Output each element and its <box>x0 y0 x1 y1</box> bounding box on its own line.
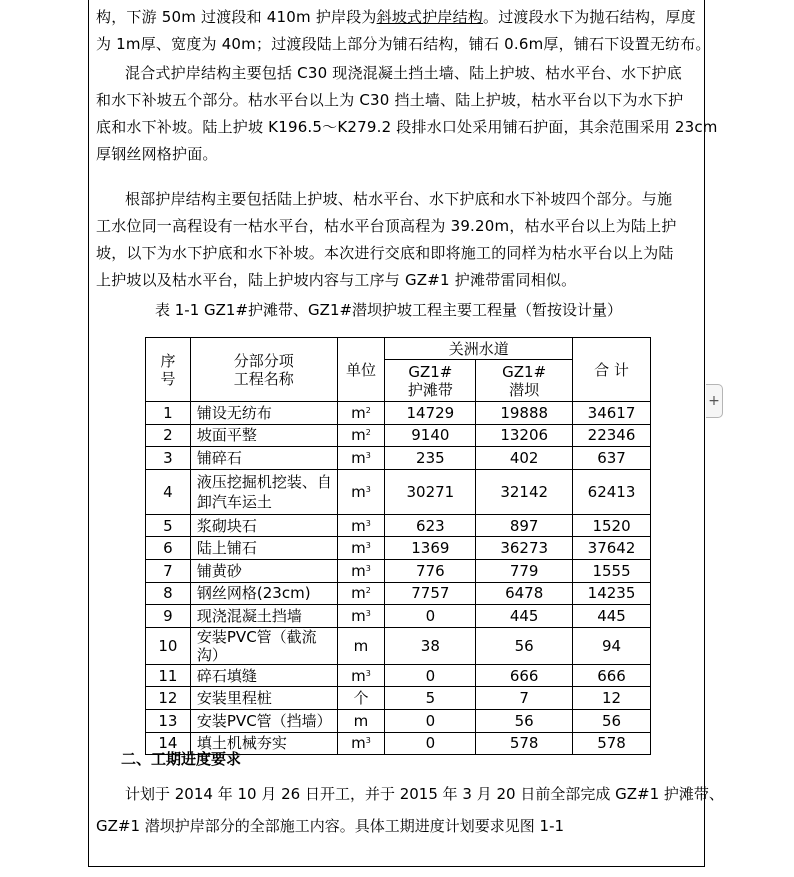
cell-total: 62413 <box>573 469 651 514</box>
cell-seq: 3 <box>146 447 191 470</box>
unit-text: m <box>351 482 366 501</box>
text-span: 构，下游 50m 过渡段和 410m 护岸段为 <box>96 8 377 26</box>
text-line: 根部护岸结构主要包括陆上护坡、枯水平台、水下护底和水下补坡四个部分。与施 <box>125 190 673 208</box>
unit-text: m <box>351 734 366 753</box>
cell-col-b: 6478 <box>476 582 573 605</box>
text-line: 工水位同一高程设有一枯水平台，枯水平台顶高程为 39.20m，枯水平台以上为陆上护 <box>96 217 677 235</box>
paragraph-transition-section <box>96 4 711 58</box>
unit-text: m <box>351 561 366 580</box>
cell-total: 22346 <box>573 424 651 447</box>
text-line: 坡，以下为水下护底和水下补坡。本次进行交底和即将施工的同样为枯水平台以上为陆 <box>96 244 674 262</box>
cell-unit <box>337 537 385 560</box>
text-line: 计划于 2014 年 10 月 26 日开工，并于 2015 年 3 月 20 日前全部完成 GZ#1 护滩带、 <box>125 785 724 803</box>
cell-unit <box>337 469 385 514</box>
header-text: 号 <box>160 369 176 388</box>
text-line: 混合式护岸结构主要包括 C30 现浇混凝土挡土墙、陆上护坡、枯水平台、水下护底 <box>125 64 682 82</box>
cell-name: 现浇混凝土挡墙 <box>190 605 337 628</box>
cell-seq: 9 <box>146 605 191 628</box>
cell-col-b: 36273 <box>476 537 573 560</box>
cell-seq: 2 <box>146 424 191 447</box>
cell-seq: 12 <box>146 687 191 710</box>
text-line <box>96 4 698 31</box>
header-unit: 单位 <box>337 338 385 402</box>
quantities-table <box>145 337 651 755</box>
unit-text: m <box>351 584 366 603</box>
paragraph-mixed-revetment <box>96 60 718 168</box>
unit-exponent: 3 <box>365 518 371 528</box>
cell-col-a: 30271 <box>385 469 476 514</box>
cell-col-b: 32142 <box>476 469 573 514</box>
table-row <box>146 559 651 582</box>
cell-name: 安装PVC管（截流沟） <box>190 627 337 664</box>
cell-name: 铺碎石 <box>190 447 337 470</box>
cell-unit <box>337 627 385 664</box>
table-row <box>146 469 651 514</box>
cell-col-b: 779 <box>476 559 573 582</box>
unit-exponent: 2 <box>365 405 371 415</box>
cell-name: 液压挖掘机挖装、自卸汽车运土 <box>190 469 337 514</box>
cell-col-a: 1369 <box>385 537 476 560</box>
cell-total: 37642 <box>573 537 651 560</box>
text-line: 上护坡以及枯水平台，陆上护坡内容与工序与 GZ#1 护滩带雷同相似。 <box>96 271 577 289</box>
cell-col-a: 38 <box>385 627 476 664</box>
unit-exponent: 3 <box>365 736 371 746</box>
cell-col-b: 445 <box>476 605 573 628</box>
cell-col-a: 0 <box>385 605 476 628</box>
cell-col-a: 9140 <box>385 424 476 447</box>
cell-name: 钢丝网格(23cm) <box>190 582 337 605</box>
cell-col-a: 623 <box>385 514 476 537</box>
unit-exponent: 3 <box>365 484 371 494</box>
table-row <box>146 514 651 537</box>
plus-icon: + <box>708 393 720 409</box>
paragraph-schedule <box>96 778 724 842</box>
header-col-b <box>476 360 573 402</box>
text-line: 和水下补坡五个部分。枯水平台以上为 C30 挡土墙、陆上护坡，枯水平台以下为水下护 <box>96 91 684 109</box>
unit-exponent: 3 <box>365 450 371 460</box>
cell-col-a: 776 <box>385 559 476 582</box>
header-text: GZ1# <box>502 362 547 381</box>
cell-name: 坡面平整 <box>190 424 337 447</box>
expand-button[interactable] <box>706 384 723 418</box>
table-row <box>146 605 651 628</box>
unit-text: m <box>351 403 366 422</box>
cell-seq: 14 <box>146 732 191 755</box>
cell-name: 填土机械夯实 <box>190 732 337 755</box>
cell-total: 34617 <box>573 402 651 425</box>
cell-seq: 7 <box>146 559 191 582</box>
cell-unit <box>337 559 385 582</box>
cell-col-b: 578 <box>476 732 573 755</box>
table-row <box>146 709 651 732</box>
cell-col-a: 0 <box>385 732 476 755</box>
cell-unit <box>337 424 385 447</box>
table-row <box>146 582 651 605</box>
header-text: 护滩带 <box>407 380 453 399</box>
cell-unit <box>337 664 385 687</box>
unit-text: m <box>351 516 366 535</box>
cell-total: 14235 <box>573 582 651 605</box>
cell-unit <box>337 709 385 732</box>
cell-col-a: 0 <box>385 664 476 687</box>
text-line: 底和水下补坡。陆上护坡 K196.5～K279.2 段排水口处采用铺石护面，其余范围采用 23cm <box>96 118 718 136</box>
unit-text: m <box>351 539 366 558</box>
cell-col-b: 19888 <box>476 402 573 425</box>
header-col-a <box>385 360 476 402</box>
cell-total: 56 <box>573 709 651 732</box>
cell-col-b: 897 <box>476 514 573 537</box>
cell-seq: 6 <box>146 537 191 560</box>
cell-name: 浆砌块石 <box>190 514 337 537</box>
cell-unit <box>337 514 385 537</box>
cell-col-b: 666 <box>476 664 573 687</box>
unit-exponent: 3 <box>365 541 371 551</box>
cell-total: 637 <box>573 447 651 470</box>
underlined-text: 斜坡式护岸结构 <box>376 8 484 26</box>
table-row <box>146 664 651 687</box>
unit-text: m <box>351 448 366 467</box>
cell-col-b: 402 <box>476 447 573 470</box>
cell-name: 安装PVC管（挡墙） <box>190 709 337 732</box>
cell-seq: 4 <box>146 469 191 514</box>
header-text: GZ1# <box>408 362 453 381</box>
unit-exponent: 3 <box>365 608 371 618</box>
unit-exponent: 3 <box>365 668 371 678</box>
unit-text: m <box>351 606 366 625</box>
cell-name: 陆上铺石 <box>190 537 337 560</box>
cell-total: 1520 <box>573 514 651 537</box>
cell-total: 445 <box>573 605 651 628</box>
cell-col-b: 56 <box>476 709 573 732</box>
header-text: 工程名称 <box>233 369 294 388</box>
text-line: 为 1m厚、宽度为 40m；过渡段陆上部分为铺石结构，铺石 0.6m厚，铺石下设置无纺布。 <box>96 35 711 53</box>
cell-name: 铺黄砂 <box>190 559 337 582</box>
table-row <box>146 537 651 560</box>
table-row <box>146 687 651 710</box>
cell-seq: 13 <box>146 709 191 732</box>
unit-exponent: 2 <box>365 428 371 438</box>
header-group: 关洲水道 <box>385 338 573 360</box>
cell-col-a: 5 <box>385 687 476 710</box>
cell-col-a: 14729 <box>385 402 476 425</box>
cell-col-b: 56 <box>476 627 573 664</box>
text-line: 厚钢丝网格护面。 <box>96 145 218 163</box>
table-row <box>146 424 651 447</box>
cell-seq: 1 <box>146 402 191 425</box>
unit-text: m <box>351 666 366 685</box>
unit-exponent: 2 <box>365 586 371 596</box>
unit-text: m <box>353 636 369 655</box>
cell-unit <box>337 605 385 628</box>
header-seq <box>146 338 191 402</box>
header-total: 合 计 <box>573 338 651 402</box>
cell-seq: 10 <box>146 627 191 664</box>
cell-total: 12 <box>573 687 651 710</box>
header-name <box>190 338 337 402</box>
paragraph-root-revetment <box>96 186 698 294</box>
cell-name: 铺设无纺布 <box>190 402 337 425</box>
cell-name: 安装里程桩 <box>190 687 337 710</box>
table-header-row <box>146 338 651 360</box>
text-span: 。过渡段水下为抛石结构，厚度 <box>483 8 696 26</box>
cell-seq: 8 <box>146 582 191 605</box>
section-heading: 二、工期进度要求 <box>121 750 242 768</box>
table-caption: 表 1-1 GZ1#护滩带、GZ1#潜坝护坡工程主要工程量（暂按设计量） <box>155 301 623 319</box>
cell-unit <box>337 582 385 605</box>
cell-unit <box>337 687 385 710</box>
cell-col-a: 7757 <box>385 582 476 605</box>
cell-unit <box>337 732 385 755</box>
cell-unit <box>337 402 385 425</box>
header-text: 分部分项 <box>233 351 294 370</box>
cell-col-a: 235 <box>385 447 476 470</box>
unit-text: m <box>351 426 366 445</box>
table-row <box>146 402 651 425</box>
table-row <box>146 447 651 470</box>
unit-text: m <box>353 711 369 730</box>
header-text: 序 <box>160 351 176 370</box>
cell-col-a: 0 <box>385 709 476 732</box>
cell-name: 碎石填缝 <box>190 664 337 687</box>
cell-seq: 5 <box>146 514 191 537</box>
cell-total: 666 <box>573 664 651 687</box>
cell-seq: 11 <box>146 664 191 687</box>
cell-unit <box>337 447 385 470</box>
unit-text: 个 <box>353 689 369 708</box>
cell-col-b: 13206 <box>476 424 573 447</box>
header-text: 潜坝 <box>509 380 540 399</box>
table-row <box>146 627 651 664</box>
cell-total: 94 <box>573 627 651 664</box>
unit-exponent: 3 <box>365 563 371 573</box>
cell-col-b: 7 <box>476 687 573 710</box>
cell-total: 578 <box>573 732 651 755</box>
text-line: GZ#1 潜坝护岸部分的全部施工内容。具体工期进度计划要求见图 1-1 <box>96 817 565 835</box>
cell-total: 1555 <box>573 559 651 582</box>
